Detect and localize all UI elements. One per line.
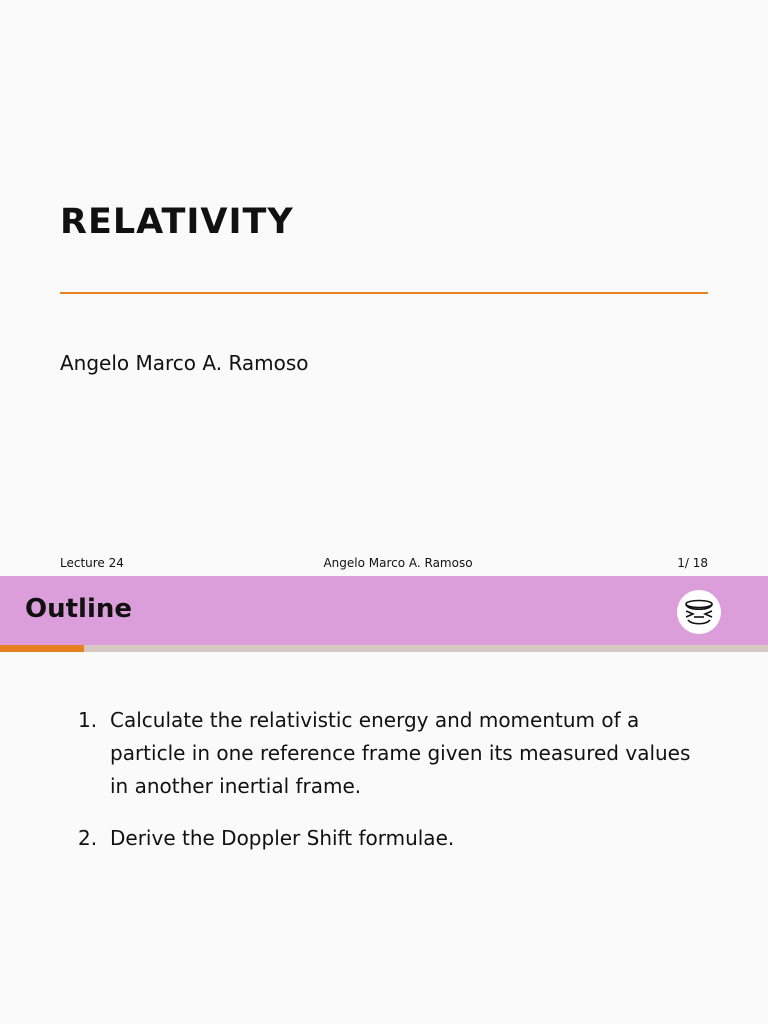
progress-bar [0, 645, 768, 652]
list-item-number: 1. [78, 708, 98, 732]
list-item [78, 822, 708, 855]
outline-slide [0, 576, 768, 1024]
progress-bar-fill [0, 645, 84, 652]
presentation-title: RELATIVITY [60, 202, 294, 242]
list-item-number: 2. [78, 826, 98, 850]
footer-lecture: Lecture 24 [60, 556, 124, 570]
lecture-logo-icon [676, 589, 722, 635]
frame-title: Outline [25, 594, 133, 624]
list-item-text: Calculate the relativistic energy and momentum of a particle in one reference frame given its measured values in another inertial frame. [110, 708, 691, 798]
title-divider [60, 292, 708, 294]
author-name: Angelo Marco A. Ramoso [60, 351, 309, 375]
outline-list [78, 704, 708, 874]
list-item [78, 704, 708, 803]
footer-author: Angelo Marco A. Ramoso [323, 556, 473, 570]
footer-page-number: 1/ 18 [677, 556, 708, 570]
list-item-text: Derive the Doppler Shift formulae. [110, 826, 455, 850]
frame-header [0, 576, 768, 645]
